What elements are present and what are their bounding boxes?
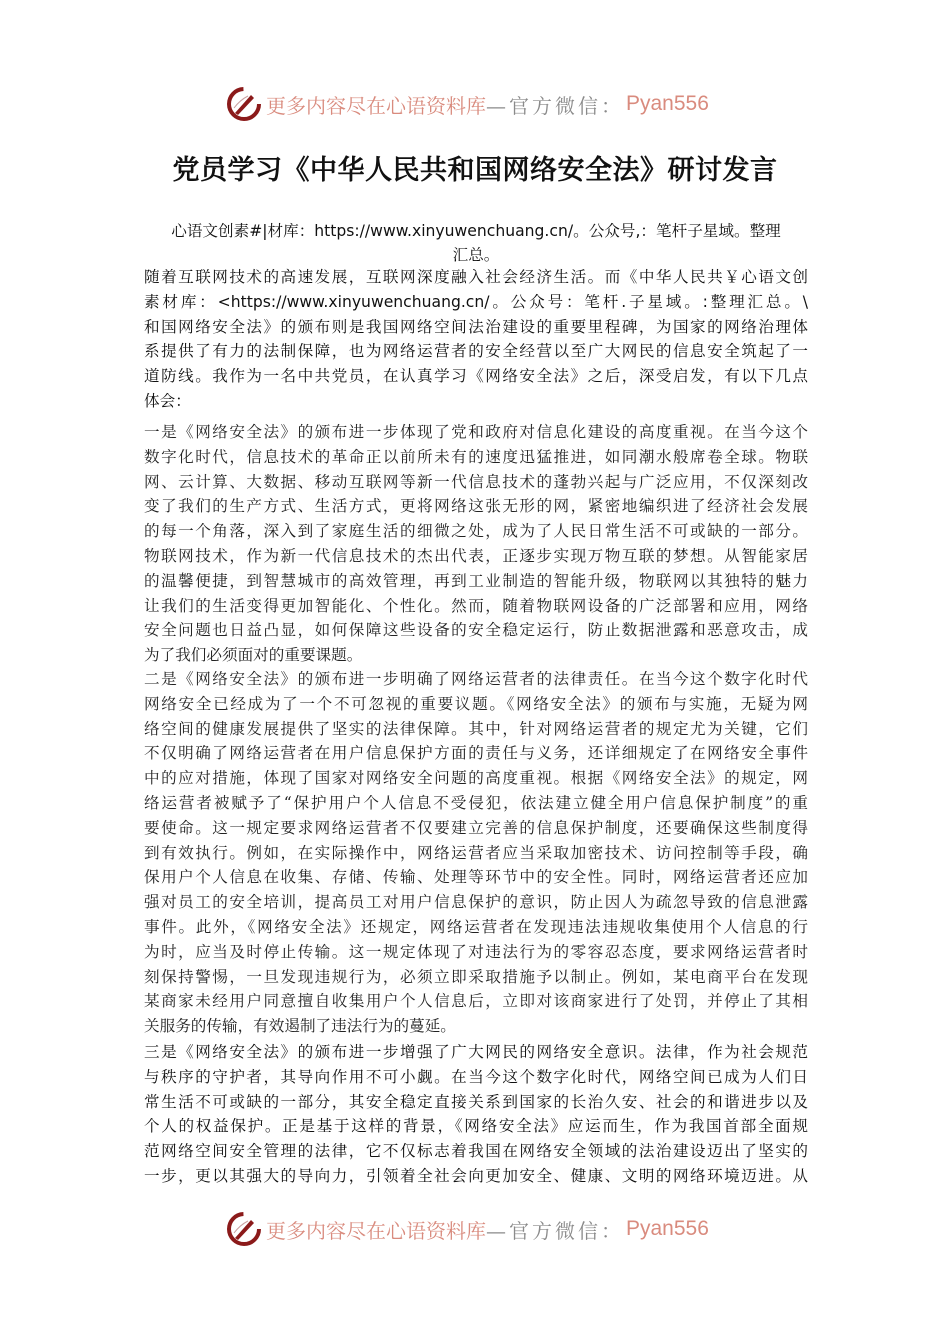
banner-text-wechat-label: —官方微信：	[486, 93, 624, 118]
paragraph-line: 素材库：<https://www.xinyuwenchuang.cn/。公众号：笔杆.子星域。:整理汇总。\	[144, 292, 808, 311]
paragraph-line: 保用户个人信息在收集、存储、传输、处理等环节中的安全性。同时，网络运营者还应加	[144, 868, 808, 887]
paragraph-line: 个人的权益保护。正是基于这样的背景，《网络安全法》应运而生，作为我国首部全面规	[144, 1117, 808, 1136]
paragraph-line: 为时，应当及时停止传输。这一规定体现了对违法行为的零容忍态度，要求网络运营者时	[144, 942, 808, 961]
paragraph-line: 数字化时代，信息技术的革命正以前所未有的速度迅猛推进，如同潮水般席卷全球。物联	[144, 447, 808, 466]
banner-text-wechat-label: —官方微信：	[486, 1218, 624, 1243]
paragraph-line: 的每一个角落，深入到了家庭生活的细微之处，成为了人民日常生活不可或缺的一部分。	[144, 522, 808, 541]
paragraph-line: 和国网络安全法》的颁布则是我国网络空间法治建设的重要里程碑，为国家的网络治理体	[144, 317, 808, 336]
paragraph-line: 二是《网络安全法》的颁布进一步明确了网络运营者的法律责任。在当今这个数字化时代	[144, 670, 808, 688]
paragraph-line: 道防线。我作为一名中共党员，在认真学习《网络安全法》之后，深受启发，有以下几点	[144, 367, 808, 386]
paragraph-line: 中的应对措施，体现了国家对网络安全问题的高度重视。根据《网络安全法》的规定，网	[144, 769, 808, 788]
quill-pen-logo-icon	[226, 1211, 262, 1247]
paragraph-line: 某商家未经用户同意擅自收集用户个人信息后，立即对该商家进行了处罚，并停止了其相	[144, 992, 808, 1011]
paragraph-line: 刻保持警惕，一旦发现违规行为，必须立即采取措施予以制止。例如，某电商平台在发现	[144, 967, 808, 986]
paragraph-line: 安全问题也日益凸显，如何保障这些设备的安全稳定运行，防止数据泄露和恶意攻击，成	[144, 621, 808, 640]
paragraph-line: 变了我们的生产方式、生活方式，更将网络这张无形的网，紧密地编织进了经济社会发展	[144, 497, 808, 516]
page-title: 党员学习《中华人民共和国网络安全法》研讨发言	[172, 155, 778, 186]
paragraph-line: 物联网技术，作为新一代信息技术的杰出代表，正逐步实现万物互联的梦想。从智能家居	[144, 547, 808, 565]
paragraph-line: 随着互联网技术的高速发展，互联网深度融入社会经济生活。而《中华人民共￥心语文创	[144, 268, 808, 286]
paragraph-line: 要使命。这一规定要求网络运营者不仅要建立完善的信息保护制度，还要确保这些制度得	[144, 818, 808, 837]
paragraph-line: 常生活不可或缺的一部分，其安全稳定直接关系到国家的长治久安、社会的和谐进步以及	[144, 1092, 808, 1111]
paragraph-line: 体会：	[144, 392, 191, 410]
paragraph-line: 为了我们必须面对的重要课题。	[144, 646, 363, 665]
paragraph-line: 让我们的生活变得更加智能化、个性化。然而，随着物联网设备的广泛部署和应用，网络	[144, 596, 808, 615]
paragraph-line: 系提供了有力的法制保障，也为网络运营者的安全经营以至广大网民的信息安全筑起了一	[144, 342, 808, 361]
paragraph-line: 一是《网络安全法》的颁布进一步体现了党和政府对信息化建设的高度重视。在当今这个	[144, 423, 808, 441]
paragraph-line: 络运营者被赋予了“保护用户个人信息不受侵犯，依法建立健全用户信息保护制度”的重	[144, 794, 808, 812]
paragraph-line: 不仅明确了网络运营者在用户信息保护方面的责任与义务，还详细规定了在网络安全事件	[144, 744, 808, 763]
banner-text-wechat-id: Pyan556	[626, 92, 709, 115]
source-line: 心语文创素#|材库：https://www.xinyuwenchuang.cn/。公众号,：笔杆子星域。整理	[171, 222, 781, 240]
paragraph-line: 与秩序的守护者，其导向作用不可小觑。在当今这个数字化时代，网络空间已成为人们日	[144, 1067, 808, 1086]
paragraph-line: 的温馨便捷，到智慧城市的高效管理，再到工业制造的智能升级，物联网以其独特的魅力	[144, 571, 808, 590]
quill-pen-logo-icon	[226, 86, 262, 122]
paragraph-line: 事件。此外，《网络安全法》还规定，网络运营者在发现违法违规收集使用个人信息的行	[144, 918, 808, 936]
paragraph-line: 关服务的传输，有效遏制了违法行为的蔓延。	[144, 1017, 456, 1036]
banner-text-library: 更多内容尽在心语资料库	[266, 93, 486, 118]
banner-text-library: 更多内容尽在心语资料库	[266, 1218, 486, 1243]
header-banner	[226, 82, 726, 126]
paragraph-line: 络空间的健康发展提供了坚实的法律保障。其中，针对网络运营者的规定尤为关键，它们	[144, 719, 808, 738]
paragraph-line: 强对员工的安全培训，提高员工对用户信息保护的意识，防止因人为疏忽导致的信息泄露	[144, 893, 808, 912]
footer-banner	[226, 1207, 726, 1251]
banner-text-wechat-id: Pyan556	[626, 1217, 709, 1240]
paragraph-line: 范网络空间安全管理的法律，它不仅标志着我国在网络安全领域的法治建设迈出了坚实的	[144, 1142, 808, 1161]
paragraph-line: 网络安全已经成为了一个不可忽视的重要议题。《网络安全法》的颁布与实施，无疑为网	[144, 694, 808, 713]
paragraph-line: 网、云计算、大数据、移动互联网等新一代信息技术的蓬勃兴起与广泛应用，不仅深刻改	[144, 472, 808, 491]
source-line: 汇总。	[452, 246, 500, 264]
paragraph-line: 三是《网络安全法》的颁布进一步增强了广大网民的网络安全意识。法律，作为社会规范	[144, 1043, 808, 1061]
paragraph-line: 一步，更以其强大的导向力，引领着全社会向更加安全、健康、文明的网络环境迈进。从	[144, 1167, 808, 1185]
paragraph-line: 到有效执行。例如，在实际操作中，网络运营者应当采取加密技术、访问控制等手段，确	[144, 843, 808, 862]
